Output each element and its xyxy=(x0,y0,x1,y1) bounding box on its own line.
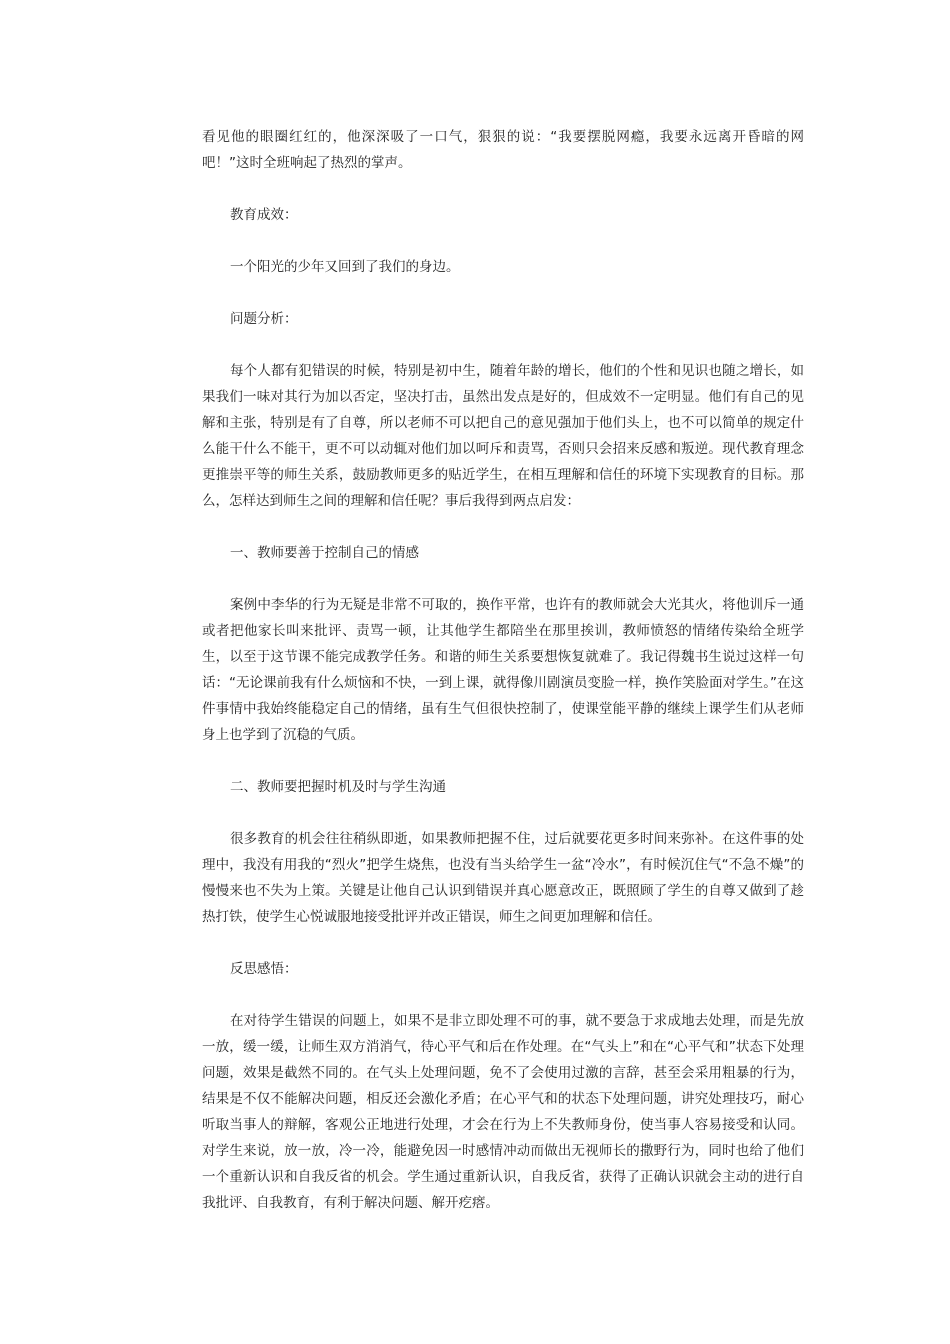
document-body xyxy=(202,124,804,1242)
paragraph-continuation: 看见他的眼圈红红的，他深深吸了一口气，狠狠的说：“我要摆脱网瘾，我要永远离开昏暗的网吧！”这时全班响起了热烈的掌声。 xyxy=(202,129,804,171)
paragraph-timely-communication: 很多教育的机会往往稍纵即逝，如果教师把握不住，过后就要花更多时间来弥补。在这件事的处理中，我没有用我的“烈火”把学生烧焦，也没有当头给学生一盆“冷水”，有时候沉住气“不急不燥”的慢慢来也不失为上策。关键是让他自己认识到错误并真心愿意改正，既照顾了学生的自尊又做到了趁热打铁，使学生心悦诚服地接受批评并改正错误，师生之间更加理解和信任。 xyxy=(202,831,804,925)
paragraph-reflection: 在对待学生错误的问题上，如果不是非立即处理不可的事，就不要急于求成地去处理，而是先放一放，缓一缓，让师生双方消消气，待心平气和后在作处理。在“气头上”和在“心平气和”状态下处理问题，效果是截然不同的。在气头上处理问题，免不了会使用过激的言辞，甚至会采用粗暴的行为，结果是不仅不能解决问题，相反还会激化矛盾；在心平气和的状态下处理问题，讲究处理技巧，耐心听取当事人的辩解，客观公正地进行处理，才会在行为上不失教师身份，使当事人容易接受和认同。对学生来说，放一放，冷一冷，能避免因一时感情冲动而做出无视师长的撒野行为，同时也给了他们一个重新认识和自我反省的机会。学生通过重新认识，自我反省，获得了正确认识就会主动的进行自我批评、自我教育，有利于解决问题、解开疙瘩。 xyxy=(202,1013,804,1211)
section-heading-control-emotion: 一、教师要善于控制自己的情感 xyxy=(230,545,419,561)
paragraph-result: 一个阳光的少年又回到了我们的身边。 xyxy=(230,259,460,275)
section-heading-timely-communication: 二、教师要把握时机及时与学生沟通 xyxy=(230,779,446,795)
paragraph-control-emotion: 案例中李华的行为无疑是非常不可取的，换作平常，也许有的教师就会大光其火，将他训斥一通或者把他家长叫来批评、责骂一顿，让其他学生都陪坐在那里挨训，教师愤怒的情绪传染给全班学生，以至于这节课不能完成教学任务。和谐的师生关系要想恢复就难了。我记得魏书生说过这样一句话：“无论课前我有什么烦恼和不快，一到上课，就得像川剧演员变脸一样，换作笑脸面对学生。”在这件事情中我始终能稳定自己的情绪，虽有生气但很快控制了，使课堂能平静的继续上课学生们从老师身上也学到了沉稳的气质。 xyxy=(202,597,804,743)
paragraph-analysis: 每个人都有犯错误的时候，特别是初中生，随着年龄的增长，他们的个性和见识也随之增长，如果我们一味对其行为加以否定，坚决打击，虽然出发点是好的，但成效不一定明显。他们有自己的见解和主张，特别是有了自尊，所以老师不可以把自己的意见强加于他们头上，也不可以简单的规定什么能干什么不能干，更不可以动辄对他们加以呵斥和责骂，否则只会招来反感和叛逆。现代教育理念更推崇平等的师生关系，鼓励教师更多的贴近学生，在相互理解和信任的环境下实现教育的目标。那么，怎样达到师生之间的理解和信任呢？事后我得到两点启发： xyxy=(202,363,804,509)
section-heading-reflection: 反思感悟： xyxy=(230,961,298,977)
section-heading-education-result: 教育成效： xyxy=(230,207,298,223)
section-heading-problem-analysis: 问题分析： xyxy=(230,311,298,327)
